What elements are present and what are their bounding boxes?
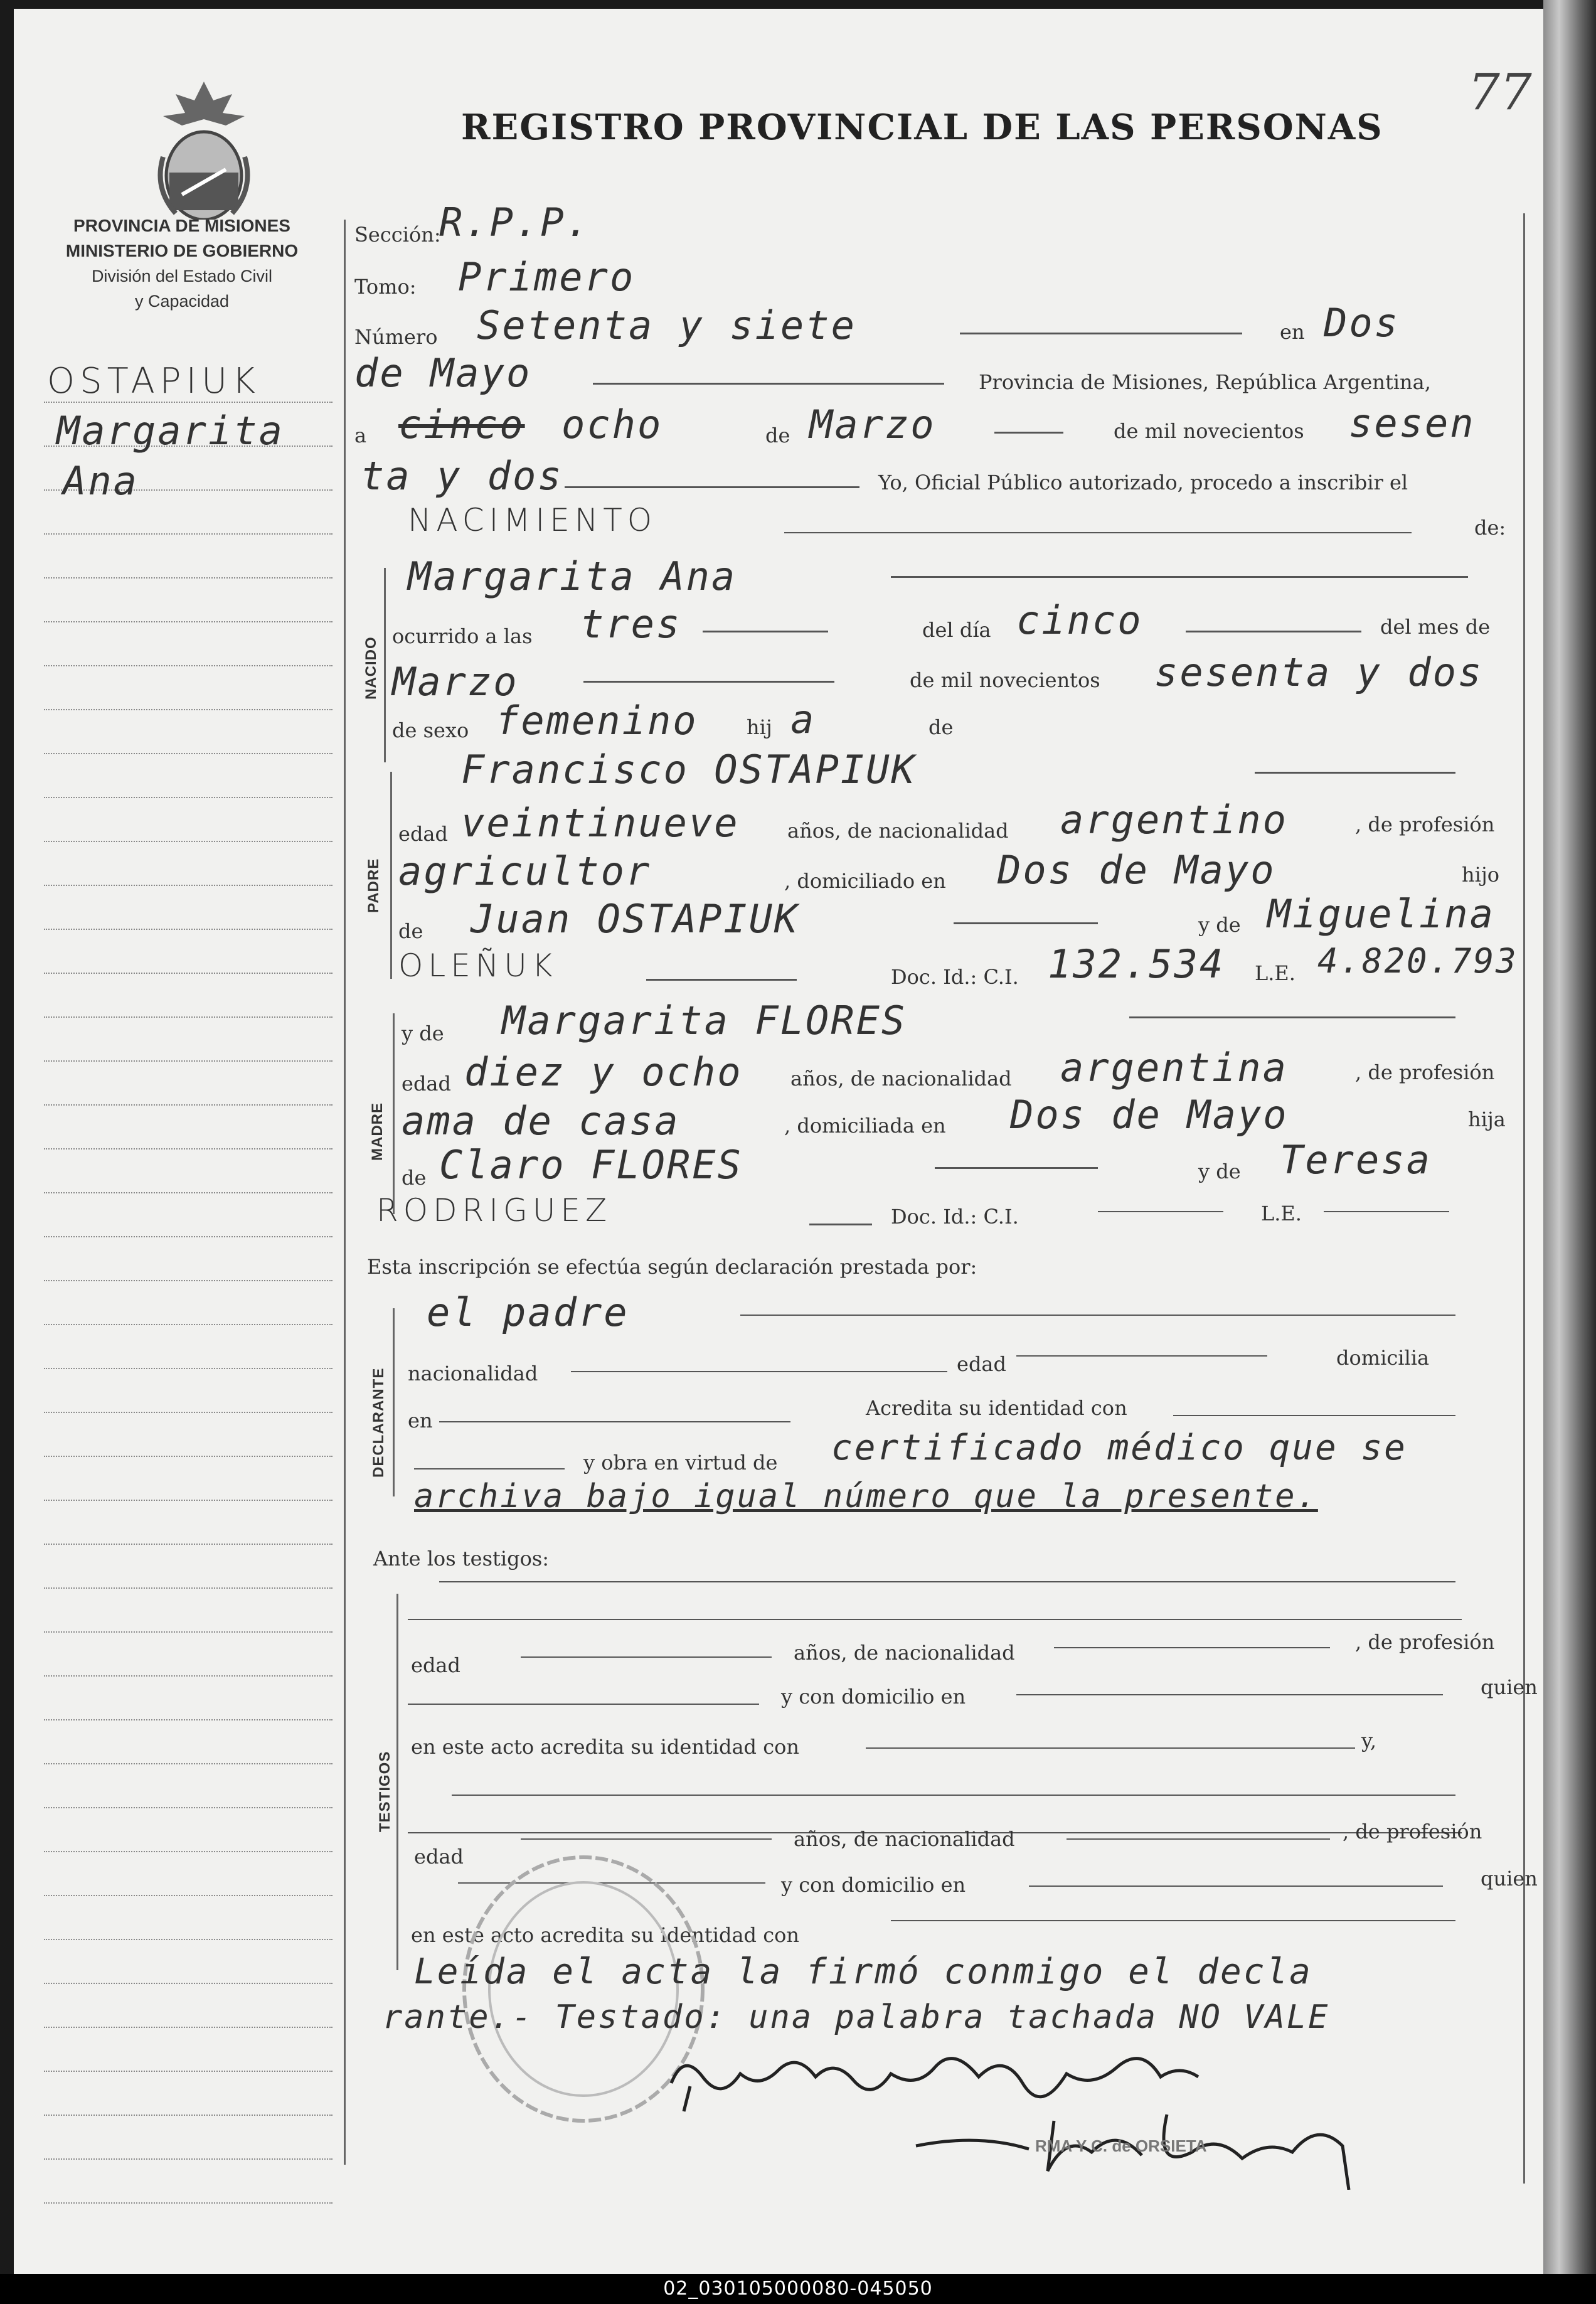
line (866, 1747, 1355, 1749)
tipo-value: NACIMIENTO (408, 502, 657, 538)
nacido-bracket (384, 568, 386, 762)
line (891, 1920, 1455, 1921)
margin-rule-line (44, 1060, 332, 1062)
label-hijo: hijo (1462, 863, 1500, 887)
label-anos-nac-t2: años, de nacionalidad (794, 1827, 1015, 1851)
margin-rule-line (44, 1544, 332, 1545)
madre-nac: argentina (1060, 1045, 1288, 1091)
label-de2: de (928, 715, 954, 739)
margin-rule-line (44, 709, 332, 710)
dia-value: ocho (561, 402, 663, 447)
label-quien-t2: quien (1481, 1867, 1538, 1891)
label-inscripcion: Esta inscripción se efectúa según declaración prestada por: (367, 1255, 977, 1279)
padre-le: 4.820.793 (1317, 941, 1518, 981)
line (960, 333, 1242, 334)
label-hij: hij (747, 715, 772, 739)
label-prof-madre: , de profesión (1355, 1060, 1495, 1084)
label-acredita: Acredita su identidad con (866, 1396, 1127, 1420)
margin-rule-line (44, 1280, 332, 1281)
line (1255, 772, 1455, 774)
margin-rule-line (44, 1104, 332, 1106)
line (1029, 1885, 1443, 1887)
margin-rule-line (44, 1895, 332, 1896)
margin-rule-line (44, 1675, 332, 1677)
line (408, 1704, 759, 1705)
line (809, 1224, 872, 1225)
lugar-value: de Mayo (354, 350, 532, 396)
label-seccion: Sección: (354, 223, 441, 247)
abuela-p1: Miguelina (1267, 891, 1495, 937)
line (784, 532, 1412, 533)
padre-prof: agricultor (398, 848, 652, 894)
hij-suffix: a (790, 696, 816, 742)
page-title: REGISTRO PROVINCIAL DE LAS PERSONAS (461, 107, 1383, 148)
label-domicilia: domicilia (1336, 1346, 1430, 1370)
label-y-coma: y, (1361, 1729, 1376, 1752)
label-del-mes: del mes de (1380, 615, 1491, 639)
anio-nac-value: sesenta y dos (1154, 649, 1484, 695)
label-anos-nac-t1: años, de nacionalidad (794, 1641, 1015, 1665)
label-tomo: Tomo: (354, 275, 417, 299)
label-de-abuelo-m: de (402, 1166, 427, 1190)
margin-rule-line (44, 1192, 332, 1193)
label-declarante: DECLARANTE (370, 1367, 387, 1478)
nombre-value: Margarita Ana (408, 553, 737, 599)
label-domicilio-t1: y con domicilio en (781, 1685, 966, 1709)
margin-rule-line (44, 1236, 332, 1237)
mes-value: Marzo (809, 402, 936, 447)
label-nacionalidad-decl: nacionalidad (408, 1362, 538, 1385)
image-id-footer: 02_030105000080-045050 (663, 2278, 933, 2300)
margin-rule-line (44, 1763, 332, 1764)
label-en: en (1280, 320, 1305, 344)
margin-rule-line (44, 1719, 332, 1720)
book-spine (1543, 0, 1596, 2278)
label-nacido: NACIDO (363, 636, 380, 700)
label-de: de (765, 424, 790, 447)
margin-rule-line (44, 1456, 332, 1457)
label-hija: hija (1468, 1107, 1506, 1131)
padre-bracket (390, 772, 392, 979)
abuelo-m: Claro FLORES (439, 1142, 743, 1188)
dia-nac-value: cinco (1016, 597, 1143, 643)
padre-value: Francisco OSTAPIUK (461, 747, 917, 792)
margin-rule-line (44, 1016, 332, 1018)
margin-rule-line (44, 1412, 332, 1413)
line (1129, 1016, 1455, 1018)
line (1324, 1211, 1449, 1212)
line (565, 486, 859, 488)
madre-bracket (393, 1013, 395, 1214)
label-madre: MADRE (369, 1102, 386, 1161)
label-edad-madre: edad (402, 1072, 451, 1096)
label-acto-t1: en este acto acredita su identidad con (411, 1735, 799, 1759)
margin-rule-line (44, 1939, 332, 1940)
testigos-bracket (396, 1594, 398, 1970)
label-testigos: TESTIGOS (376, 1751, 393, 1832)
padre-dom: Dos de Mayo (998, 847, 1276, 893)
hora-value: tres (580, 601, 682, 647)
label-yo: Yo, Oficial Público autorizado, procedo a inscribir el (878, 471, 1408, 494)
margin-rule-line (44, 2202, 332, 2204)
closing-note-line1: Leída el acta la firmó conmigo el decla (414, 1951, 1312, 1992)
label-edad-padre: edad (398, 822, 448, 846)
line (521, 1656, 772, 1658)
margin-rule-line (44, 2027, 332, 2028)
sexo-value: femenino (496, 698, 698, 744)
label-de-mil: de mil novecientos (1114, 419, 1304, 443)
line (1016, 1355, 1267, 1357)
label-padre: PADRE (365, 858, 382, 913)
label-de-colon: de: (1474, 516, 1506, 540)
stamp-text: RMA Y C. de ORSIETA (1035, 2136, 1207, 2155)
label-testigos: Ante los testigos: (373, 1547, 550, 1571)
margin-rule-line (44, 841, 332, 842)
margin-rule-line (44, 1983, 332, 1984)
line (1054, 1647, 1330, 1648)
madre-edad: diez y ocho (464, 1049, 743, 1095)
page-number: 77 (1468, 63, 1532, 121)
closing-note-line2: rante.- Testado: una palabra tachada NO VALE (383, 1998, 1330, 2036)
line (439, 1421, 790, 1422)
obra-line2: archiva bajo igual número que la presente. (414, 1478, 1318, 1515)
margin-rule-line (44, 1807, 332, 1808)
org-line: División del Estado Civil (91, 267, 273, 285)
label-edad-t1: edad (411, 1653, 460, 1677)
abuela-m1: Teresa (1280, 1137, 1432, 1183)
line (1173, 1415, 1455, 1416)
label-doc-id-padre: Doc. Id.: C.I. (891, 965, 1019, 989)
margin-rule-line (44, 1851, 332, 1852)
label-del-dia: del día (922, 618, 991, 642)
line (1186, 631, 1361, 632)
madre-value: Margarita FLORES (502, 998, 907, 1043)
mes-nac-value: Marzo (392, 659, 519, 705)
coat-of-arms-emblem (151, 75, 257, 220)
margin-rule-line (44, 621, 332, 622)
margin-rule-line (44, 665, 332, 666)
line (646, 979, 797, 981)
abuela-p2: OLEÑUK (398, 947, 558, 984)
margin-rule-line (44, 1324, 332, 1325)
margin-rule-line (44, 2115, 332, 2116)
label-ocurrido: ocurrido a las (392, 624, 533, 648)
margin-rule-line (44, 885, 332, 886)
label-numero: Número (354, 325, 438, 349)
margin-rule-line (44, 929, 332, 930)
margin-rule-line (44, 1148, 332, 1149)
label-y-de-p: y de (1198, 913, 1241, 937)
label-de-abuelo-p: de (398, 919, 423, 943)
label-anos-nac-madre: años, de nacionalidad (790, 1067, 1012, 1091)
padre-ci: 132.534 (1048, 941, 1225, 987)
label-domiciliada: , domiciliada en (784, 1114, 946, 1138)
label-domicilio-t2: y con domicilio en (781, 1873, 966, 1897)
madre-prof: ama de casa (402, 1098, 680, 1144)
label-obra: y obra en virtud de (583, 1451, 778, 1475)
label-prof-t1: , de profesión (1355, 1630, 1495, 1654)
label-de-sexo: de sexo (392, 718, 469, 742)
margin-rule-line (44, 2071, 332, 2072)
padre-edad: veintinueve (461, 800, 740, 846)
margin-rule-line (44, 533, 332, 535)
label-provincia: Provincia de Misiones, República Argentina, (979, 370, 1431, 394)
margin-rule-line (44, 1631, 332, 1633)
org-line: PROVINCIA DE MISIONES (73, 216, 290, 235)
line (891, 576, 1468, 578)
declarante-value: el padre (427, 1289, 629, 1335)
madre-dom: Dos de Mayo (1010, 1092, 1289, 1138)
line (994, 432, 1063, 434)
label-de-mil-nov: de mil novecientos (910, 668, 1100, 692)
tomo-value: Primero (458, 254, 636, 300)
line (935, 1167, 1098, 1169)
line (1098, 1211, 1223, 1212)
margin-middle-name: Ana (63, 458, 139, 504)
label-domiciliado: , domiciliado en (784, 869, 946, 893)
line (703, 631, 828, 632)
line (521, 1838, 772, 1840)
numero-value: Setenta y siete (477, 302, 856, 348)
org-line: y Capacidad (134, 292, 230, 311)
margin-rule-line (44, 1368, 332, 1369)
line (571, 1371, 947, 1372)
margin-given-name: Margarita (56, 408, 284, 454)
label-edad-t2: edad (414, 1845, 464, 1869)
form-left-border (344, 220, 346, 2165)
org-header (38, 213, 326, 314)
label-a: a (354, 424, 367, 447)
label-anos-nac-padre: años, de nacionalidad (787, 819, 1009, 843)
label-y-de-madre: y de (402, 1021, 444, 1045)
margin-rule-line (44, 1587, 332, 1589)
margin-rule-line (44, 577, 332, 579)
line (452, 1795, 1455, 1796)
margin-rule-line (44, 1500, 332, 1501)
anio-part2: ta y dos (361, 453, 563, 499)
line (1016, 1694, 1443, 1695)
padre-nac: argentino (1060, 797, 1288, 843)
margin-rule-line (44, 973, 332, 974)
margin-rule-line (44, 753, 332, 754)
label-acto-t2: en este acto acredita su identidad con (411, 1923, 799, 1947)
line (740, 1315, 1455, 1316)
margin-surname: OSTAPIUK (47, 361, 260, 402)
line (583, 681, 834, 683)
label-prof-padre: , de profesión (1355, 813, 1495, 836)
abuela-m2: RODRIGUEZ (376, 1192, 612, 1229)
label-edad-decl: edad (957, 1352, 1006, 1376)
line (593, 383, 944, 385)
declarante-bracket (393, 1308, 395, 1496)
margin-rule-line (44, 797, 332, 798)
label-doc-id-madre: Doc. Id.: C.I. (891, 1205, 1019, 1229)
line (439, 1581, 1455, 1582)
label-le-padre: L.E. (1255, 961, 1295, 985)
obra-line1: certificado médico que se (831, 1427, 1407, 1468)
label-y-de-m: y de (1198, 1160, 1241, 1183)
line (414, 1468, 565, 1469)
en-value: Dos (1324, 300, 1400, 346)
abuelo-p: Juan OSTAPIUK (471, 896, 800, 942)
line (954, 922, 1098, 924)
label-quien-t1: quien (1481, 1675, 1538, 1699)
label-prof-t2: , de profesión (1343, 1820, 1482, 1843)
margin-rule-line (44, 2158, 332, 2160)
line (408, 1619, 1462, 1620)
anio-part1: sesen (1349, 400, 1476, 446)
dia-tachado: cinco (398, 402, 525, 447)
seccion-value: R.P.P. (439, 200, 591, 245)
label-le-madre: L.E. (1261, 1202, 1302, 1225)
label-en-decl: en (408, 1409, 433, 1432)
org-line: MINISTERIO DE GOBIERNO (65, 241, 299, 260)
line (1067, 1838, 1330, 1840)
margin-rule-line (44, 402, 332, 403)
